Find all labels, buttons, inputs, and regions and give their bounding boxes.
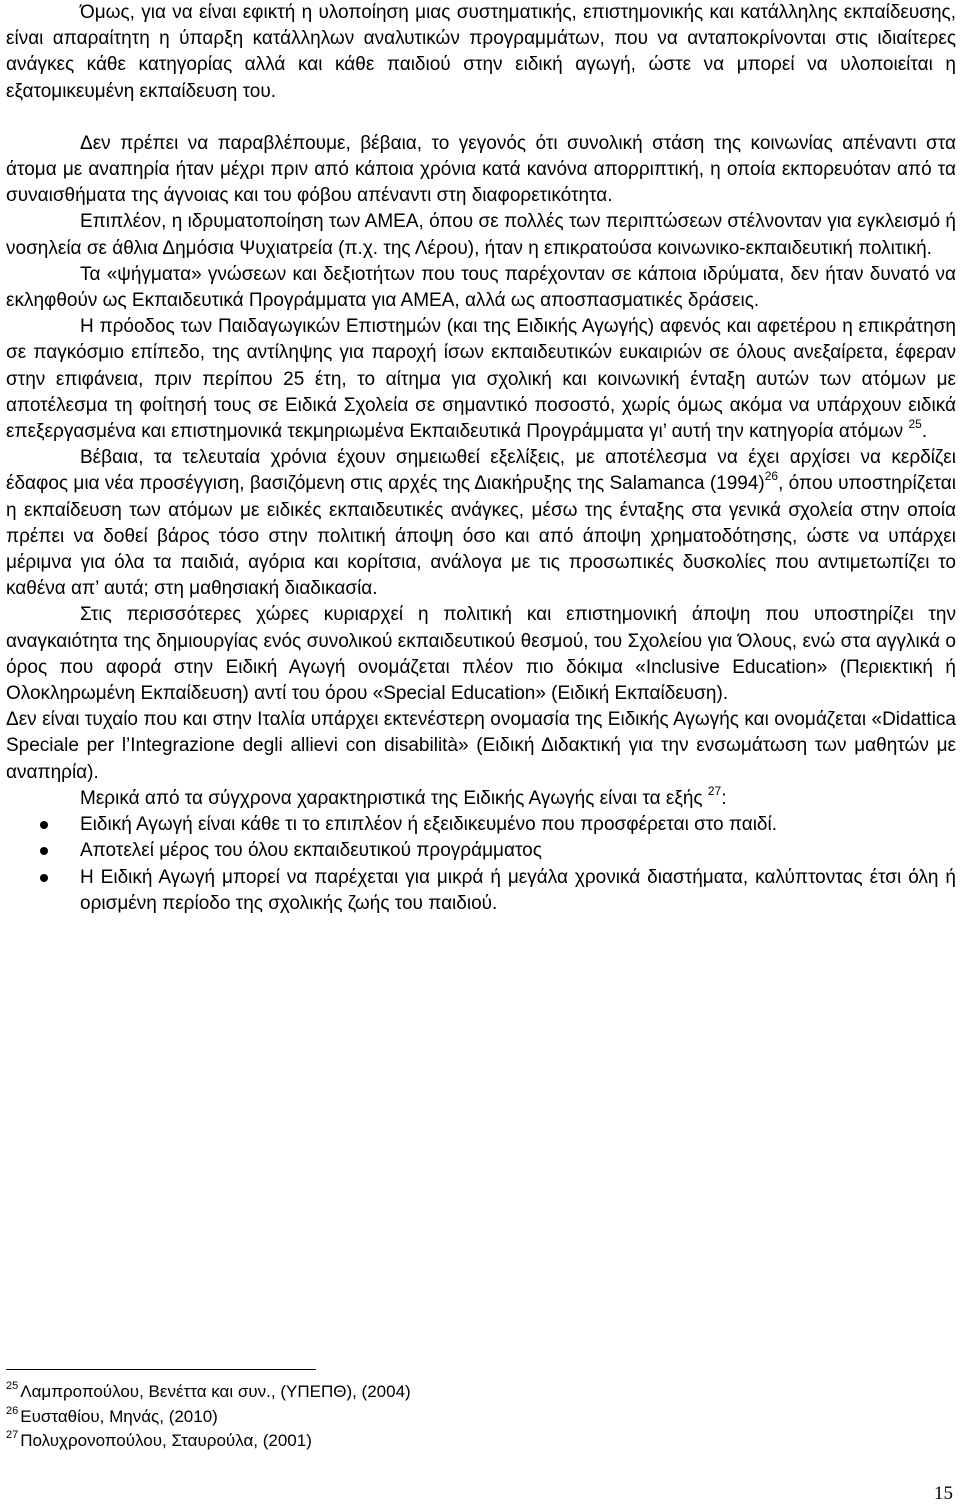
bullet-icon: [40, 874, 48, 882]
footnote-text: Ευσταθίου, Μηνάς, (2010): [20, 1406, 218, 1426]
footnote: [6, 1405, 411, 1430]
paragraph: Όμως, για να είναι εφικτή η υλοποίηση μιας συστηματικής, επιστημονικής και κατάλληλης εκπαίδευσης, είναι απαραίτητη η ύπαρξη κατάλληλων αναλυτικών προγραμμάτων, που να ανταποκρίνονται στις ιδιαίτερες ανάγκες κάθε κατηγορίας αλλά και κάθε παιδιού στην ειδική αγωγή, ώστε να μπορεί να υλοποιείται η εξατομικευμένη εκπαίδευση του.: [6, 2, 956, 102]
bullet-list: [6, 812, 956, 917]
footnote-separator: [6, 1369, 316, 1370]
list-item-text: Ειδική Αγωγή είναι κάθε τι το επιπλέον ή εξειδικευμένο που προσφέρεται στο παιδί.: [80, 814, 777, 836]
bullet-icon: [40, 821, 48, 829]
footnote-text: Λαμπροπούλου, Βενέττα και συν., (ΥΠΕΠΘ), (2004): [20, 1382, 411, 1401]
paragraph-text: Βέβαια, τα τελευταία χρόνια έχουν σημειωθεί εξελίξεις, με αποτέλεσμα να έχει αρχίσει να κερδίζει έδαφος μια νέα προσέγγιση, βασιζόμενη στις αρχές της Διακήρυξης της Salamanca (1994): [6, 447, 956, 495]
list-item: [6, 865, 956, 917]
paragraph-end: .: [921, 421, 928, 443]
list-item-text: Η Ειδική Αγωγή μπορεί να παρέχεται για μικρά ή μεγάλα χρονικά διαστήματα, καλύπτοντας έτσι όλη ή ορισμένη περίοδο της σχολικής ζωής του παιδιού.: [80, 866, 956, 914]
document-body: [6, 0, 956, 917]
paragraph: Δεν πρέπει να παραβλέπουμε, βέβαια, το γεγονός ότι συνολική στάση της κοινωνίας απέναντι στα άτομα με αναπηρία ήταν μέχρι πριν από κάποια χρόνια κατά κανόνα απορριπτική, η οποία εκπορευόταν από τα συναισθήματα της άγνοιας και του φόβου απέναντι στη διαφορετικότητα.: [6, 132, 956, 207]
paragraph-end: :: [721, 787, 727, 809]
footnote-ref[interactable]: 26: [764, 469, 779, 484]
paragraph: [6, 445, 956, 602]
page-number: 15: [934, 1483, 953, 1504]
paragraph: [6, 314, 956, 445]
bullet-icon: [40, 847, 48, 855]
footnotes: [6, 1380, 411, 1454]
paragraph-text: Μερικά από τα σύγχρονα χαρακτηριστικά της Ειδικής Αγωγής είναι τα εξής: [80, 787, 703, 809]
paragraph: [6, 783, 956, 812]
paragraph: Τα «ψήγματα» γνώσεων και δεξιοτήτων που τους παρέχονταν σε κάποια ιδρύματα, δεν ήταν δυνατό να εκληφθούν ως Εκπαιδευτικά Προγράμματα για ΑΜΕΑ, αλλά ως αποσπασματικές δράσεις.: [6, 263, 956, 312]
footnote-number: 26: [6, 1404, 19, 1417]
paragraph: Στις περισσότερες χώρες κυριαρχεί η πολιτική και επιστημονική άποψη που υποστηρίζει την αναγκαιότητα της δημιουργίας ενός συνολικού εκπαιδευτικού θεσμού, του Σχολείου για Όλους, ενώ στα αγγλικά ο όρος που αφορά στην Ειδική Αγωγή ονομάζεται πλέον πιο δόκιμα «Inclusive Education» (Περιεκτική ή Ολοκληρωμένη Εκπαίδευση) αντί του όρου «Special Education» (Ειδική Εκπαίδευση).: [6, 604, 956, 705]
footnote: [6, 1380, 411, 1405]
list-item-text: Αποτελεί μέρος του όλου εκπαιδευτικού προγράμματος: [80, 840, 542, 862]
footnote-ref[interactable]: 25: [908, 417, 922, 432]
list-item: [6, 838, 956, 864]
footnote-ref[interactable]: 27: [707, 783, 722, 798]
footnote-number: 25: [6, 1380, 19, 1392]
paragraph: Επιπλέον, η ιδρυματοποίηση των ΑΜΕΑ, όπου σε πολλές των περιπτώσεων στέλνονταν για εγκλεισμό ή νοσηλεία σε άθλια Δημόσια Ψυχιατρεία (π.χ. της Λέρου), ήταν η επικρατούσα κοινωνικο-εκπαιδευτική πολιτική.: [6, 211, 956, 259]
footnote-number: 27: [6, 1429, 19, 1441]
paragraph-text: Η πρόοδος των Παιδαγωγικών Επιστημών (και της Ειδικής Αγωγής) αφενός και αφετέρου η επικράτηση σε παγκόσμιο επίπεδο, της αντίληψης για παροχή ίσων εκπαιδευτικών ευκαιριών σε όλους ανεξαίρετα, έφεραν στην επιφάνεια, πριν περίπου 25 έτη, το αίτημα για σχολική και κοινωνική ένταξη αυτών των ατόμων με αποτέλεσμα τη φοίτησή τους σε Ειδικά Σχολεία σε σημαντικό ποσοστό, χωρίς όμως ακόμα να υπάρχουν ειδικά επεξεργασμένα και επιστημονικά τεκμηριωμένα Εκπαιδευτικά Προγράμματα γι’ αυτή την κατηγορία ατόμων: [6, 316, 956, 443]
footnote-text: Πολυχρονοπούλου, Σταυρούλα, (2001): [20, 1431, 312, 1450]
footnote: [6, 1429, 411, 1454]
list-item: [6, 812, 956, 838]
paragraph-text: , όπου υποστηρίζεται η εκπαίδευση των ατόμων με ειδικές εκπαιδευτικές ανάγκες, μέσω της ένταξης στα γενικά σχολεία στην οποία πρέπει να δοθεί βάρος τόσο στην πολιτική άποψη όσο και από άποψη χρηματοδότησης, ώστε να υπάρχει μέριμνα για όλα τα παιδιά, αγόρια και κορίτσια, ανάλογα με τις προσωπικές δυσκολίες που αντιμετωπίζει το καθένα απ’ αυτά; στη μαθησιακή διαδικασία.: [6, 473, 956, 600]
paragraph: Δεν είναι τυχαίο που και στην Ιταλία υπάρχει εκτενέστερη ονομασία της Ειδικής Αγωγής και ονομάζεται «Didattica Speciale per l’Integrazione degli allievi con disabilità» (Ειδική Διδακτική για την ενσωμάτωση των μαθητών με αναπηρία).: [6, 709, 956, 783]
